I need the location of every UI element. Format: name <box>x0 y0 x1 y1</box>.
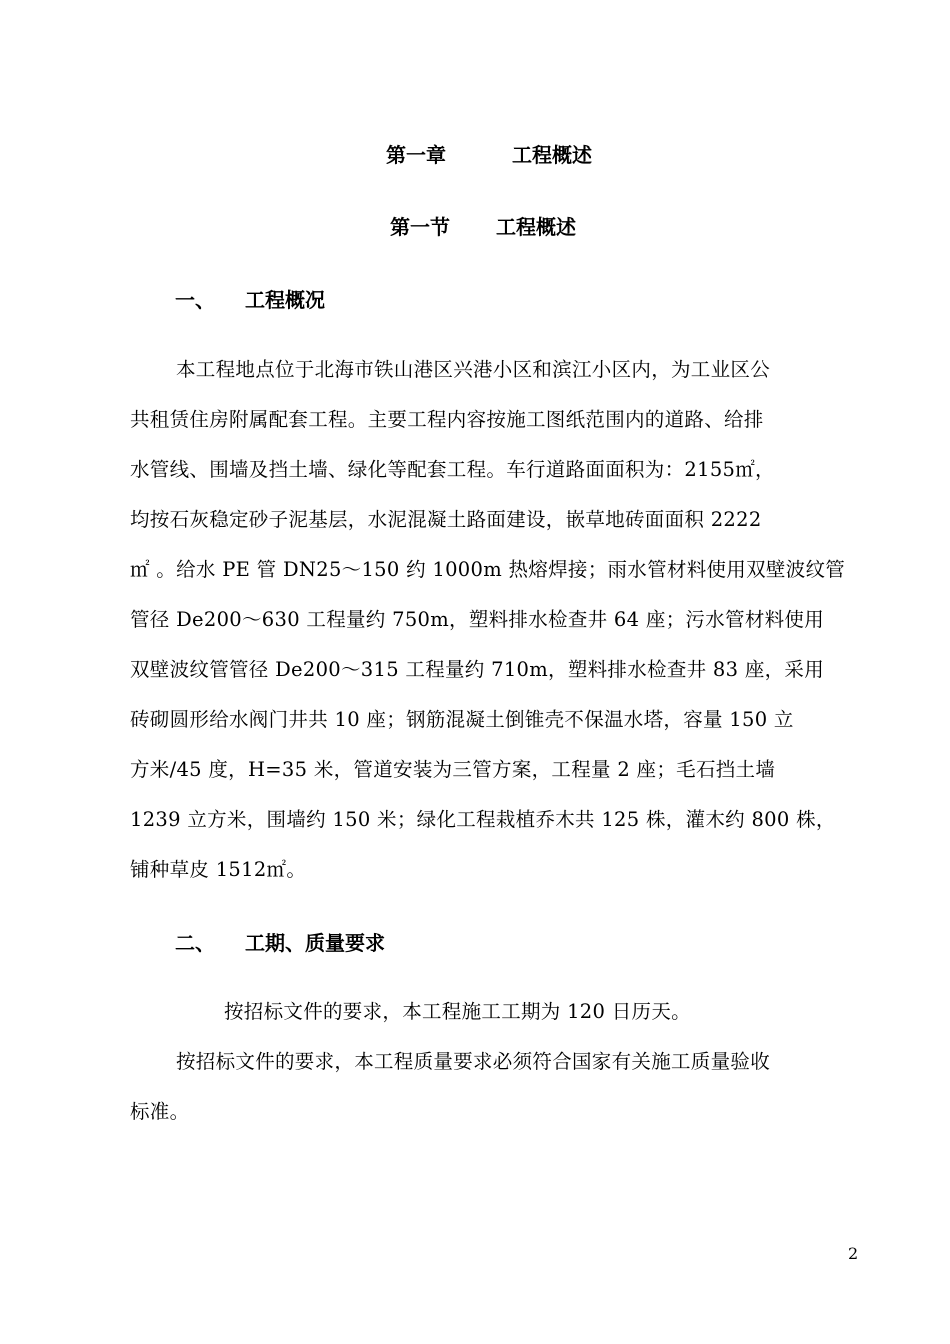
text-line: ㎡ 。给水 PE 管 DN25～150 约 1000m 热熔焊接；雨水管材料使用双壁波纹管 <box>130 558 846 581</box>
text-line: 管径 De200～630 工程量约 750m，塑料排水检查井 64 座；污水管材料使用 <box>130 608 825 631</box>
text-line: 按招标文件的要求，本工程质量要求必须符合国家有关施工质量验收 <box>176 1050 771 1073</box>
section-title: 工程概述 <box>496 215 576 239</box>
page-number: 2 <box>848 1244 859 1263</box>
part2-number: 二、 <box>175 931 215 955</box>
text-line: 水管线、围墙及挡土墙、绿化等配套工程。车行道路面面积为：2155㎡， <box>130 458 775 481</box>
text-line: 铺种草皮 1512㎡。 <box>130 858 307 881</box>
paragraph-schedule: 按招标文件的要求，本工程施工工期为 120 日历天。 <box>224 1000 691 1023</box>
chapter-title: 工程概述 <box>512 143 592 167</box>
section-number: 第一节 <box>390 215 450 239</box>
chapter-number: 第一章 <box>386 143 446 167</box>
part2-title: 工期、质量要求 <box>245 931 385 955</box>
part1-number: 一、 <box>175 288 215 312</box>
text-line: 标准。 <box>130 1100 190 1123</box>
text-line: 共租赁住房附属配套工程。主要工程内容按施工图纸范围内的道路、给排 <box>130 408 764 431</box>
text-line: 双壁波纹管管径 De200～315 工程量约 710m，塑料排水检查井 83 座，采用 <box>130 658 825 681</box>
text-line: 1239 立方米，围墙约 150 米；绿化工程栽植乔木共 125 株，灌木约 800 株， <box>130 808 836 831</box>
text-line: 方米/45 度，H=35 米，管道安装为三管方案，工程量 2 座；毛石挡土墙 <box>130 758 776 781</box>
text-line: 砖砌圆形给水阀门井共 10 座；钢筋混凝土倒锥壳不保温水塔，容量 150 立 <box>130 708 794 731</box>
text-line: 本工程地点位于北海市铁山港区兴港小区和滨江小区内，为工业区公 <box>176 358 771 381</box>
text-line: 均按石灰稳定砂子泥基层，水泥混凝土路面建设，嵌草地砖面面积 2222 <box>130 508 762 531</box>
part1-title: 工程概况 <box>245 288 325 312</box>
